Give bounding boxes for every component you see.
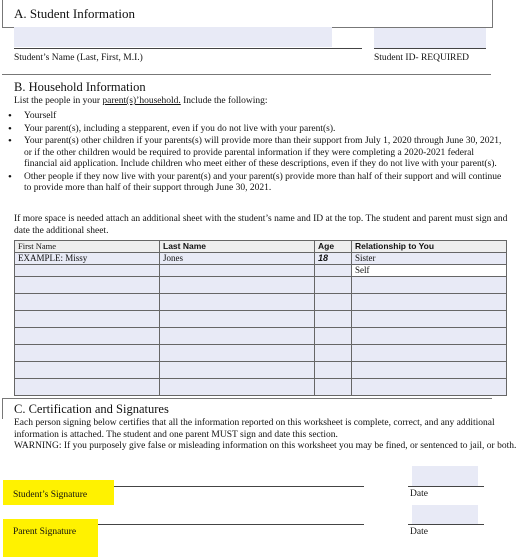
last-name-cell[interactable] (160, 277, 315, 294)
parent-date-line (408, 524, 484, 525)
section-a-title: A. Student Information (14, 6, 135, 21)
self-last-name[interactable] (160, 265, 315, 277)
parent-signature-highlight (3, 519, 98, 557)
parent-signature-label: Parent Signature (13, 527, 77, 537)
table-row (15, 345, 507, 362)
relationship-cell[interactable] (352, 328, 507, 345)
section-c-title: C. Certification and Signatures (14, 402, 169, 416)
student-name-line (14, 48, 362, 49)
first-name-cell[interactable] (15, 328, 160, 345)
relationship-cell[interactable] (352, 362, 507, 379)
first-name-cell[interactable] (15, 277, 160, 294)
age-cell[interactable] (315, 345, 352, 362)
student-signature-label: Student’s Signature (13, 490, 88, 500)
last-name-cell[interactable] (160, 311, 315, 328)
household-intro-post: Include the following: (180, 96, 268, 106)
age-cell[interactable] (315, 294, 352, 311)
student-name-field[interactable] (14, 27, 332, 47)
parent-date-field[interactable] (412, 505, 478, 525)
first-name-cell[interactable] (15, 294, 160, 311)
table-row (15, 311, 507, 328)
age-cell[interactable] (315, 328, 352, 345)
self-relationship: Self (352, 265, 507, 277)
example-age: 18 (315, 253, 352, 265)
household-table (14, 240, 507, 396)
bullet-item: • Your parent(s), including a stepparent, even if you do not live with your parent(s). (8, 124, 508, 136)
bullet-item: • Your parent(s) other children if your parents(s) will provide more than their support from July 1, 2020 through June 30, 2021, or if the other children would be required to provide parental information if they were completing a 2020-2021 federal financial aid application. Include children who meet either of these descriptions, even if they do not live with your parent(s). (8, 136, 508, 171)
student-name-label: Student’s Name (Last, First, M.I.) (14, 53, 143, 63)
bullet-item: • Yourself (8, 111, 508, 123)
household-intro-link: parent(s)’household. (102, 96, 181, 106)
first-name-cell[interactable] (15, 311, 160, 328)
table-row (15, 277, 507, 294)
student-date-field[interactable] (412, 466, 478, 486)
parent-date-label: Date (410, 527, 428, 537)
self-first-name[interactable] (15, 265, 160, 277)
relationship-cell[interactable] (352, 294, 507, 311)
table-row (15, 294, 507, 311)
student-date-label: Date (410, 489, 428, 499)
household-intro-pre: List the people in your (14, 96, 103, 106)
household-intro (14, 96, 268, 108)
first-name-cell[interactable] (15, 379, 160, 396)
section-b-rule (2, 74, 491, 75)
table-row (15, 379, 507, 396)
relationship-cell[interactable] (352, 379, 507, 396)
table-row-example (15, 253, 507, 265)
self-age[interactable] (315, 265, 352, 277)
first-name-cell[interactable] (15, 362, 160, 379)
section-b-title: B. Household Information (14, 80, 146, 94)
table-row (15, 328, 507, 345)
table-row (15, 362, 507, 379)
last-name-cell[interactable] (160, 294, 315, 311)
header-first-name: First Name (15, 241, 160, 253)
more-space-note: If more space is needed attach an additional sheet with the student’s name and ID at the top. The student and parent must sign and date the additional sheet. (14, 214, 508, 236)
relationship-cell[interactable] (352, 345, 507, 362)
relationship-cell[interactable] (352, 311, 507, 328)
last-name-cell[interactable] (160, 345, 315, 362)
last-name-cell[interactable] (160, 362, 315, 379)
first-name-cell[interactable] (15, 345, 160, 362)
table-row-self (15, 265, 507, 277)
header-age: Age (315, 241, 352, 253)
age-cell[interactable] (315, 311, 352, 328)
last-name-cell[interactable] (160, 379, 315, 396)
header-last-name: Last Name (160, 241, 315, 253)
header-relationship: Relationship to You (352, 241, 507, 253)
warning-paragraph: WARNING: If you purposely give false or misleading information on this worksheet you may be fined, or sentenced to jail, or both. (14, 441, 517, 451)
certification-paragraph: Each person signing below certifies that all the information reported on this worksheet is complete, correct, and any additional information is attached. The student and one parent MUST sign and date this section. (14, 418, 495, 440)
household-bullet-list (8, 111, 508, 196)
table-header-row (15, 241, 507, 253)
example-first-name: EXAMPLE: Missy (15, 253, 160, 265)
student-date-line (408, 486, 484, 487)
student-id-label: Student ID- REQUIRED (374, 53, 469, 63)
student-id-line (374, 48, 486, 49)
age-cell[interactable] (315, 379, 352, 396)
example-last-name: Jones (160, 253, 315, 265)
age-cell[interactable] (315, 277, 352, 294)
student-id-field[interactable] (374, 28, 486, 48)
age-cell[interactable] (315, 362, 352, 379)
example-relationship: Sister (352, 253, 507, 265)
last-name-cell[interactable] (160, 328, 315, 345)
relationship-cell[interactable] (352, 277, 507, 294)
bullet-item: • Other people if they now live with your parent(s) and your parent(s) provide more than half of their support and will continue to provide more than half of their support through June 30, 2021. (8, 172, 508, 195)
